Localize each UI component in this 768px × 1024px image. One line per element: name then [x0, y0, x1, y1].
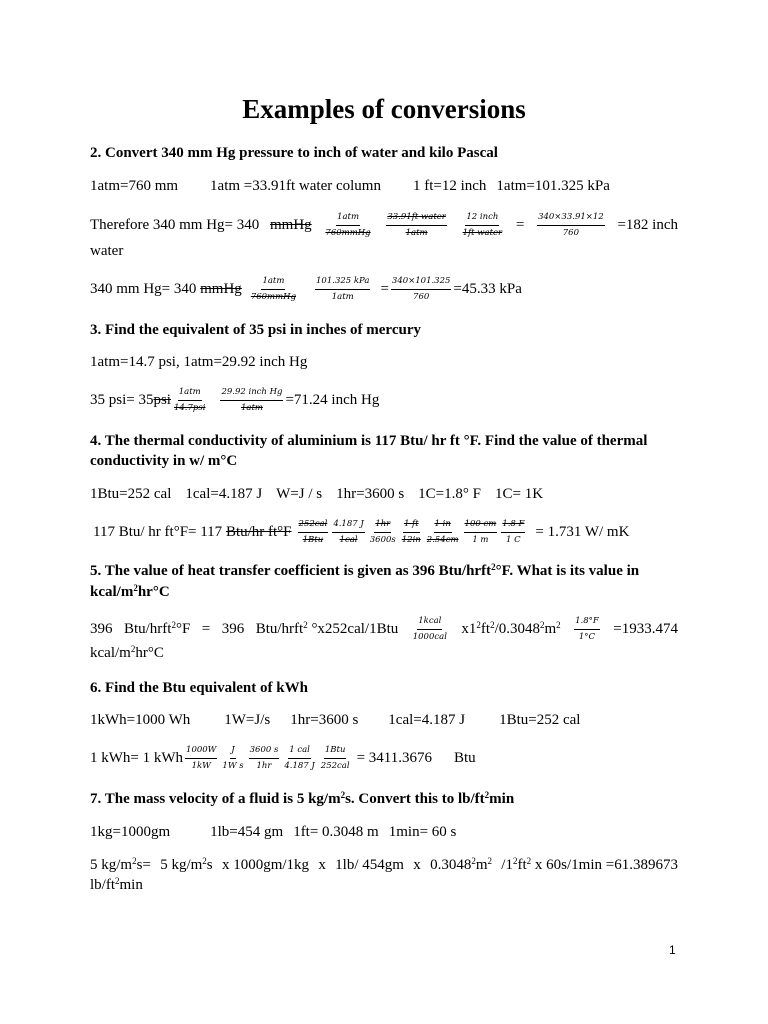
fraction: 1kcal 1000cal	[412, 615, 447, 642]
page-title: Examples of conversions	[242, 94, 526, 124]
fraction: J 1W s	[222, 744, 244, 771]
unit-text: Btu	[453, 750, 476, 766]
question-2-line-1: Therefore 340 mm Hg= 340 mmHg 1atm 760mmHg 33.91ft water 1atm 12 inch 1ft water = $\frac{340\times 33.91\times 12}{760}$ =182 inch	[90, 211, 678, 238]
fraction: $\frac{340\times 101.325}{760}$	[391, 275, 451, 302]
equation-text: 340 mm Hg= 340	[90, 281, 197, 297]
superscript: 2	[303, 620, 308, 630]
fraction: 1 in 2.54cm	[426, 518, 459, 545]
equation-text: =	[201, 621, 211, 637]
question-6-heading: 6. Find the Btu equivalent of kWh	[90, 680, 308, 696]
fraction: 29.92 inch Hg 1atm	[221, 386, 283, 413]
question-3-heading: 3. Find the equivalent of 35 psi in inches of mercury	[90, 322, 421, 338]
question-5-heading	[90, 561, 678, 581]
question-2-line-1-cont: water	[90, 243, 124, 259]
equation-text: Therefore 340 mm Hg= 340	[90, 217, 260, 233]
superscript: 2	[484, 790, 490, 800]
fraction: 4.187 J 1cal	[333, 518, 364, 545]
heading-text: °F. What is its value in	[495, 563, 640, 579]
cancelled-unit: psi	[153, 392, 171, 408]
result-text: =182 inch	[617, 217, 678, 233]
fact: 1ft= 0.3048 m	[293, 824, 379, 840]
fraction: 1000W 1kW	[186, 744, 217, 771]
question-4-heading-2: conductivity in w/ m°C	[90, 453, 238, 469]
question-2-heading: 2. Convert 340 mm Hg pressure to inch of water and kilo Pascal	[90, 145, 498, 161]
question-4-line	[93, 515, 629, 549]
fact: 1Btu=252 cal	[90, 486, 172, 502]
heading-text: hr°C	[137, 584, 170, 600]
equation-text: 396	[90, 621, 113, 637]
equation-text: °F	[175, 621, 191, 637]
question-4-heading	[90, 431, 678, 451]
result-text: =1933.474	[613, 621, 678, 637]
fact: 1kg=1000gm	[90, 824, 171, 840]
question-7-line-cont: $lb/ft^2\min$	[90, 876, 143, 893]
cancelled-unit: Btu/hr ft°F	[225, 524, 292, 540]
heading-text: kcal/m	[90, 584, 134, 600]
question-7-facts	[90, 822, 456, 842]
question-4-facts	[90, 484, 543, 504]
fact: 1hr=3600 s	[290, 712, 359, 728]
equation-text: 396	[221, 621, 245, 637]
fact: 1C= 1K	[494, 486, 544, 502]
question-5-heading-2	[90, 582, 170, 602]
fraction: 1hr 3600s	[369, 518, 396, 545]
question-6-line	[90, 741, 476, 775]
fraction: $\frac{340\times 33.91\times 12}{760}$	[538, 211, 604, 238]
fraction: 1atm 760mmHg	[250, 275, 297, 302]
fraction: $\frac{1.8^\circ F}{1^\circ C}$	[575, 615, 599, 642]
fraction: 101.325 kPa 1atm	[316, 275, 370, 302]
fraction: 3600 s 1hr	[249, 744, 279, 771]
question-2-line-2: 340 mm Hg= 340 mmHg 1atm 760mmHg 101.325 kPa 1atm = $\frac{340\times 101.325}{760}$ =45.33 kPa	[90, 275, 522, 302]
equation-text: °x252cal/1Btu	[311, 621, 399, 637]
fact: 1Btu=252 cal	[499, 712, 581, 728]
fraction: 252cal 1Btu	[298, 518, 328, 545]
fact: 1min= 60 s	[388, 824, 457, 840]
question-3-facts: 1atm=14.7 psi, 1atm=29.92 inch Hg	[90, 354, 308, 370]
equation-text: 35 psi= 35	[90, 392, 154, 408]
fact: 1lb=454 gm	[210, 824, 284, 840]
fraction: 33.91ft water 1atm	[387, 211, 446, 238]
question-7-line: 5 $kg/m^2s=$ 5 $kg/m^2s$ x 1000gm/1kg x 1lb/ 454gm x $0.3048^2m^2$ $/1^2ft^2$ x 60s/1min =61.389673	[90, 856, 678, 873]
fact: 1atm=101.325 kPa	[496, 178, 610, 194]
heading-text: 5. The value of heat transfer coefficient is given as 396 Btu/hrft	[90, 563, 492, 579]
result-text: = 3411.3676	[356, 750, 432, 766]
heading-text: 7. The mass velocity of a fluid is 5 kg/m	[90, 791, 341, 807]
fraction: 1.8 F 1 C	[502, 518, 525, 545]
question-3-line	[90, 383, 379, 417]
cancelled-unit: mmHg	[270, 217, 312, 233]
cancelled-unit: mmHg	[200, 281, 242, 297]
superscript: 2	[171, 620, 176, 630]
fraction: 1atm 760mmHg	[325, 211, 371, 238]
fact: 1kWh=1000 Wh	[90, 712, 191, 728]
question-7-heading	[90, 789, 514, 809]
question-6-facts	[90, 710, 580, 730]
equation-text: Btu/hrft	[123, 621, 172, 637]
fact: W=J / s	[276, 486, 323, 502]
equation-text: 117 Btu/ hr ft°F= 117	[93, 524, 223, 540]
result-text: =71.24 inch Hg	[285, 392, 380, 408]
fact: 1atm =33.91ft water column	[210, 178, 381, 194]
equation-text: 1 kWh= 1 kWh	[90, 750, 184, 766]
heading-text: min	[489, 791, 515, 807]
result-text: = 1.731 W/ mK	[535, 524, 630, 540]
equation-text: Btu/hrft	[255, 621, 304, 637]
fact: 1cal=4.187 J	[185, 486, 263, 502]
fraction: 1Btu 252cal	[320, 744, 350, 771]
superscript: 2	[491, 562, 496, 572]
fact: 1 ft=12 inch	[412, 178, 487, 194]
question-5-line-cont: kcal/$m^2hr^\circ C$	[90, 644, 164, 661]
page-number: 1	[669, 943, 676, 957]
fraction: 12 inch 1ft water	[462, 211, 503, 238]
question-5-line: 396 Btu/hrft$^2$°F = 396 Btu/hrft$^2$ °x252cal/1Btu 1kcal 1000cal $x1^2ft^2/0.3048^2m^2$ $\frac{1.8^\circ F}{1^\circ C}$ =1933.474	[90, 615, 678, 642]
question-2-facts	[90, 176, 610, 196]
fraction: 1atm 14.7psi	[173, 386, 206, 413]
fraction: 1 ft 12in	[401, 518, 421, 545]
superscript: 2	[340, 790, 346, 800]
result-text: =45.33 kPa	[453, 281, 522, 297]
fact: 1W=J/s	[224, 712, 271, 728]
heading-text: 4. The thermal conductivity of aluminium is 117 Btu/ hr ft °F. Find the value of thermal	[90, 433, 648, 449]
superscript: 2	[133, 583, 138, 593]
fraction: 1 cal 4.187 J	[284, 744, 315, 771]
fact: 1atm=760 mm	[90, 178, 179, 194]
heading-text: s. Convert this to lb/ft	[345, 791, 485, 807]
fact: 1C=1.8° F	[418, 486, 481, 502]
fact: 1cal=4.187 J	[388, 712, 466, 728]
fact: 1hr=3600 s	[336, 486, 405, 502]
fraction: 100 cm 1 m	[464, 518, 497, 545]
